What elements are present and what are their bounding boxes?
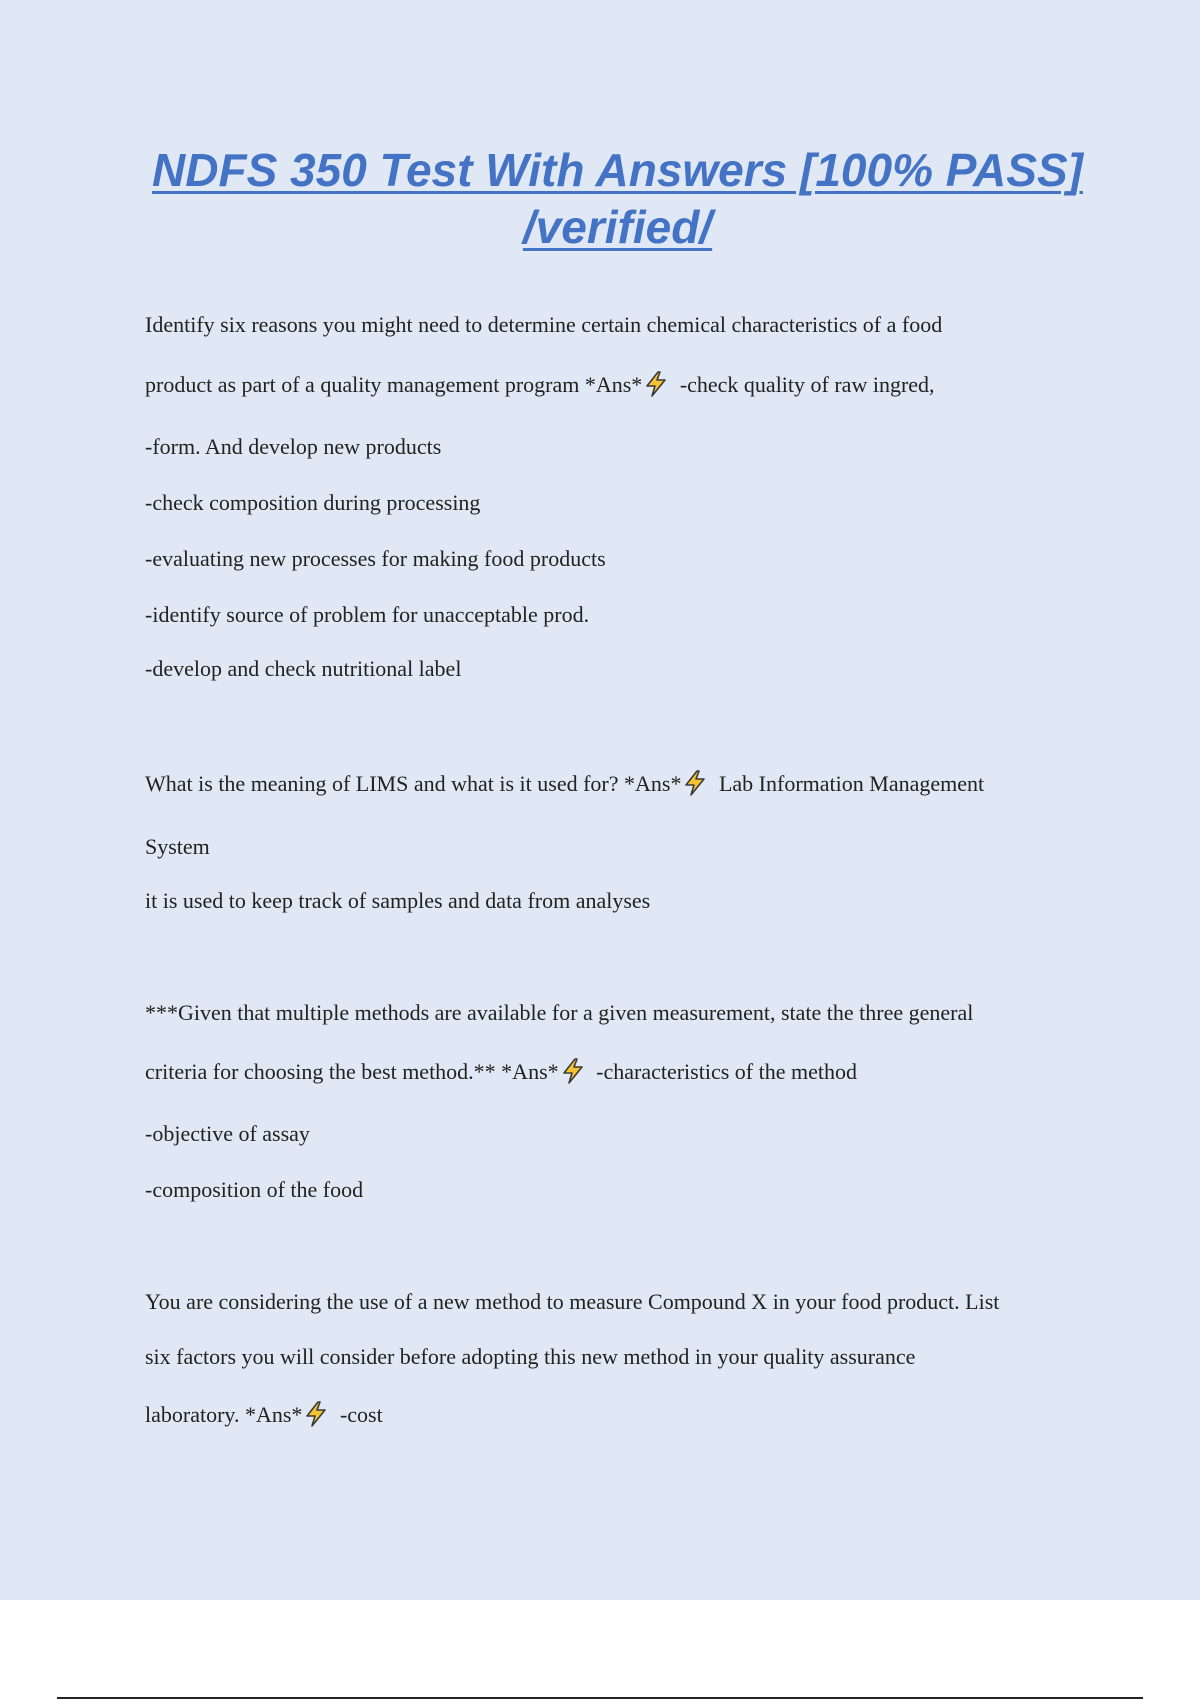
q3-question-text: criteria for choosing the best method.** *Ans* [145, 1059, 559, 1084]
q1-question-text: product as part of a quality management program *Ans* [145, 372, 643, 397]
q3-question-line [145, 1058, 857, 1091]
q2-question-text: What is the meaning of LIMS and what is it used for? *Ans* [145, 771, 682, 796]
q2-answer-item: it is used to keep track of samples and data from analyses [145, 888, 651, 913]
q3-answer-item: -composition of the food [145, 1177, 364, 1202]
q1-answer-item: -form. And develop new products [145, 434, 442, 459]
q4-question-line [145, 1401, 383, 1434]
lightning-bolt-icon [683, 770, 707, 803]
q3-answer-item: -objective of assay [145, 1121, 310, 1146]
document-title: NDFS 350 Test With Answers [100% PASS] /verified/ [152, 144, 1083, 253]
q4-question-text: laboratory. *Ans* [145, 1402, 303, 1427]
footer-divider [57, 1697, 1143, 1699]
q2-answer-continuation: System [145, 834, 210, 859]
q1-answer-item: -identify source of problem for unacceptable prod. [145, 602, 590, 627]
lightning-bolt-icon [304, 1401, 328, 1434]
q2-question-line [145, 770, 984, 803]
q3-question-line: ***Given that multiple methods are available for a given measurement, state the three general [145, 1000, 974, 1025]
q1-answer-first: -check quality of raw ingred, [674, 372, 935, 397]
q1-question-line: Identify six reasons you might need to determine certain chemical characteristics of a food [145, 312, 943, 337]
q1-question-line [145, 371, 935, 404]
lightning-bolt-icon [644, 371, 668, 404]
q1-answer-item: -check composition during processing [145, 490, 481, 515]
q1-answer-item: -evaluating new processes for making food products [145, 546, 606, 571]
q4-question-line: six factors you will consider before adopting this new method in your quality assurance [145, 1344, 916, 1369]
q4-question-line: You are considering the use of a new method to measure Compound X in your food product. List [145, 1289, 1000, 1314]
q1-answer-item: -develop and check nutritional label [145, 656, 462, 681]
q2-answer-first: Lab Information Management [713, 771, 985, 796]
q3-answer-first: -characteristics of the method [590, 1059, 857, 1084]
q4-answer-first: -cost [334, 1402, 383, 1427]
lightning-bolt-icon [561, 1058, 585, 1091]
